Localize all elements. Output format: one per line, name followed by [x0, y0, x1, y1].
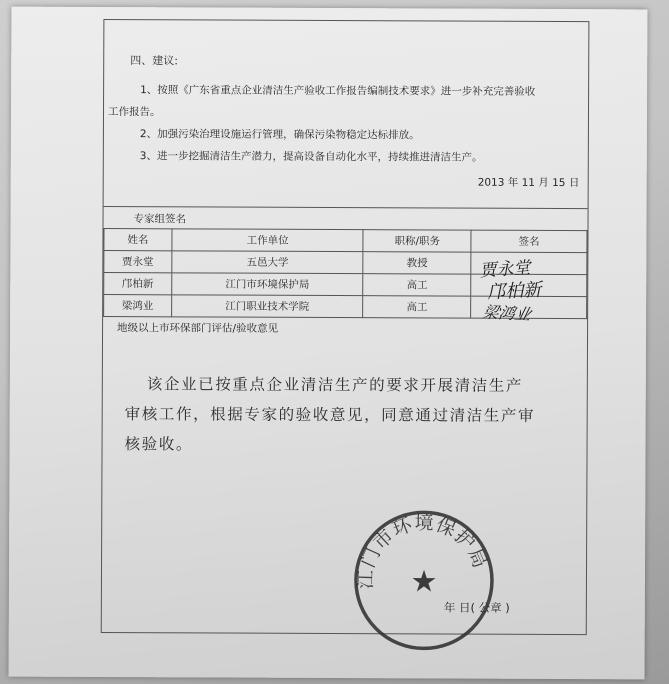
header-title: 职称/职务: [363, 230, 471, 252]
signature-jia: 贾永堂: [478, 258, 532, 282]
opinion-line-3: 核验收。: [124, 435, 194, 454]
suggestion-date: 2013 年 11 月 15 日: [477, 176, 580, 190]
opinion-label: 地级以上市环保部门评估/验收意见: [117, 322, 279, 335]
signature-liang: 梁鸿业: [480, 302, 534, 325]
opinion-line-2: 审核工作，根据专家的验收意见，同意通过清洁生产审: [124, 405, 536, 425]
suggestion-3: 3、进一步挖掘清洁生产潜力，提高设备自动化水平，持续推进清洁生产。: [139, 150, 483, 164]
document-page: [9, 7, 648, 680]
expert-unit: 五邑大学: [172, 251, 364, 274]
opinion-line-1: 该企业已按重点企业清洁生产的要求开展清洁生产: [146, 375, 524, 395]
expert-name: 邝柏新: [104, 273, 172, 295]
expert-unit: 江门职业技术学院: [171, 295, 363, 318]
table-header-row: [104, 229, 587, 253]
official-seal-icon: [349, 505, 500, 656]
expert-unit: 江门市环境保护局: [172, 273, 364, 296]
expert-name: 贾永堂: [104, 251, 172, 273]
seal-star-icon: ★: [410, 564, 438, 600]
signature-kuang: 邝柏新: [486, 279, 542, 304]
header-name: 姓名: [104, 229, 172, 251]
expert-title: 高工: [363, 274, 471, 296]
suggestion-1-line-2: 工作报告。: [107, 106, 161, 119]
suggestion-1-line-1: 1、按照《广东省重点企业清洁生产验收工作报告编制技术要求》进一步补充完善验收: [140, 84, 536, 98]
header-unit: 工作单位: [172, 229, 364, 252]
expert-title: 教授: [363, 252, 471, 274]
seal-text: 江门市环境保护局: [354, 512, 492, 590]
expert-group-label: 专家组签名: [133, 213, 187, 226]
form-frame: [101, 19, 590, 635]
opinion-date-line: 年 日( 公章 ): [443, 600, 510, 615]
header-signature: 签名: [471, 230, 587, 253]
suggestions-heading: 四、建议:: [130, 54, 178, 68]
expert-title: 高工: [363, 296, 471, 318]
suggestion-2: 2、加强污染治理设施运行管理，确保污染物稳定达标排放。: [139, 128, 420, 142]
divider: [104, 206, 588, 209]
expert-name: 梁鸿业: [104, 295, 172, 317]
